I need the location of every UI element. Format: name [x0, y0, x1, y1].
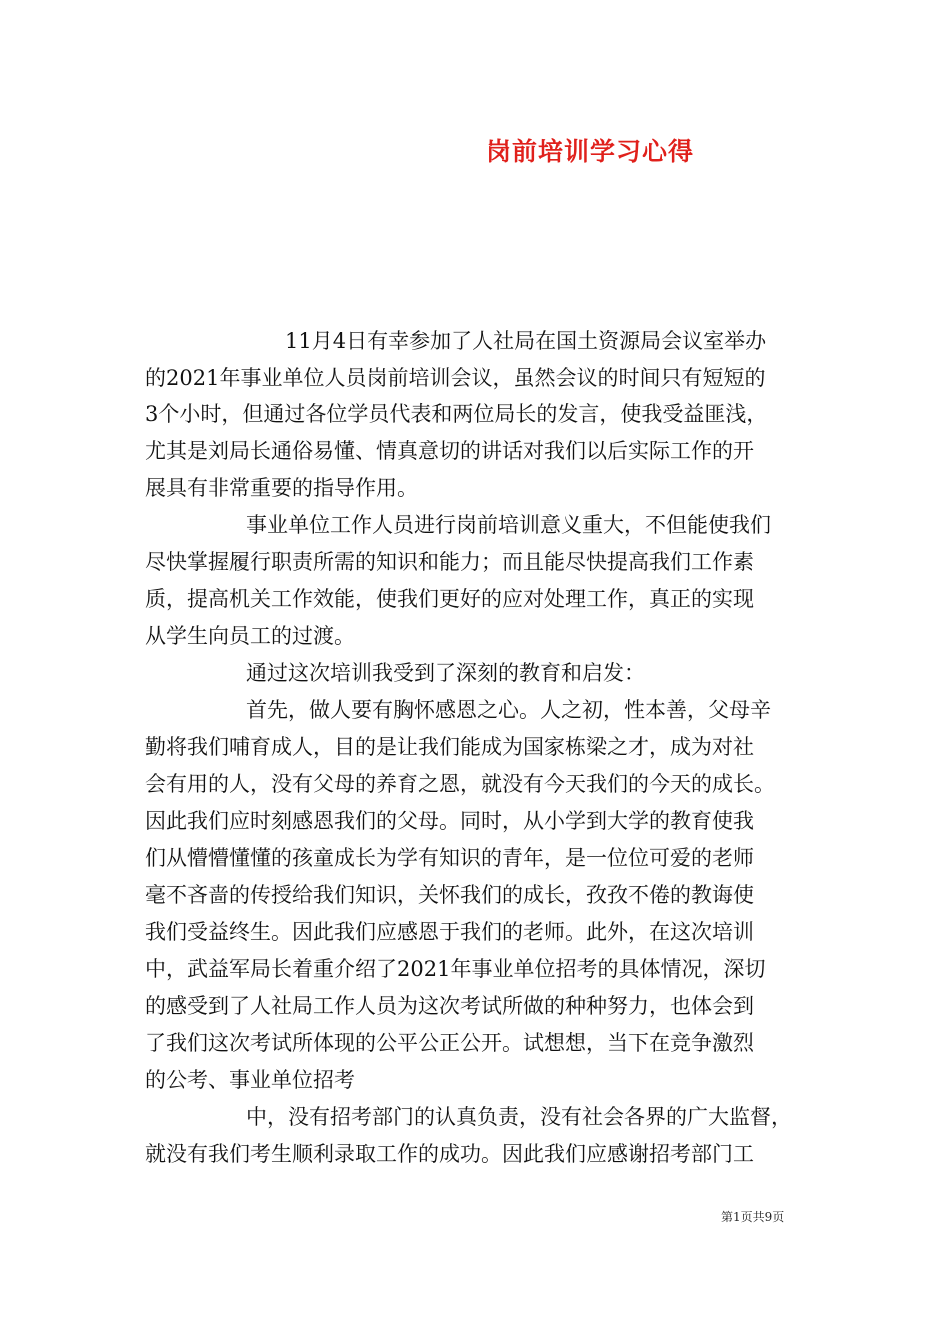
page-number: 第1页共9页	[721, 1210, 785, 1224]
paragraph-line: 通过这次培训我受到了深刻的教育和启发：	[246, 661, 645, 685]
paragraph-line: 中，没有招考部门的认真负责，没有社会各界的广大监督，	[246, 1105, 792, 1129]
paragraph-line: 中，武益军局长着重介绍了2021年事业单位招考的具体情况，深切	[145, 957, 766, 981]
paragraph-line: 从学生向员工的过渡。	[145, 624, 355, 648]
paragraph-line: 展具有非常重要的指导作用。	[145, 476, 418, 500]
paragraph-line: 首先，做人要有胸怀感恩之心。人之初，性本善，父母辛	[246, 698, 771, 722]
paragraph-line: 就没有我们考生顺利录取工作的成功。因此我们应感谢招考部门工	[145, 1142, 754, 1166]
paragraph-line: 的2021年事业单位人员岗前培训会议，虽然会议的时间只有短短的	[145, 366, 766, 390]
paragraph-line: 尤其是刘局长通俗易懂、情真意切的讲话对我们以后实际工作的开	[145, 439, 754, 463]
document-title: 岗前培训学习心得	[485, 137, 694, 166]
paragraph-line: 我们受益终生。因此我们应感恩于我们的老师。此外，在这次培训	[145, 920, 754, 944]
paragraph-line: 了我们这次考试所体现的公平公正公开。试想想，当下在竞争激烈	[145, 1031, 754, 1055]
paragraph-line: 们从懵懵懂懂的孩童成长为学有知识的青年，是一位位可爱的老师	[145, 846, 754, 870]
paragraph-line: 质，提高机关工作效能，使我们更好的应对处理工作，真正的实现	[145, 587, 754, 611]
paragraph-line: 因此我们应时刻感恩我们的父母。同时，从小学到大学的教育使我	[145, 809, 754, 833]
paragraph-line: 毫不吝啬的传授给我们知识，关怀我们的成长，孜孜不倦的教诲使	[145, 883, 754, 907]
paragraph-line: 勤将我们哺育成人，目的是让我们能成为国家栋梁之才，成为对社	[145, 735, 754, 759]
paragraph-line: 的感受到了人社局工作人员为这次考试所做的种种努力，也体会到	[145, 994, 754, 1018]
paragraph-line: 尽快掌握履行职责所需的知识和能力；而且能尽快提高我们工作素	[145, 550, 754, 574]
paragraph-line: 事业单位工作人员进行岗前培训意义重大，不但能使我们	[246, 513, 771, 537]
paragraph-line: 11月4日有幸参加了人社局在国土资源局会议室举办	[285, 329, 767, 353]
paragraph-line: 的公考、事业单位招考	[145, 1068, 355, 1092]
paragraph-line: 会有用的人，没有父母的养育之恩，就没有今天我们的今天的成长。	[145, 772, 775, 796]
paragraph-line: 3个小时，但通过各位学员代表和两位局长的发言，使我受益匪浅，	[145, 402, 768, 426]
